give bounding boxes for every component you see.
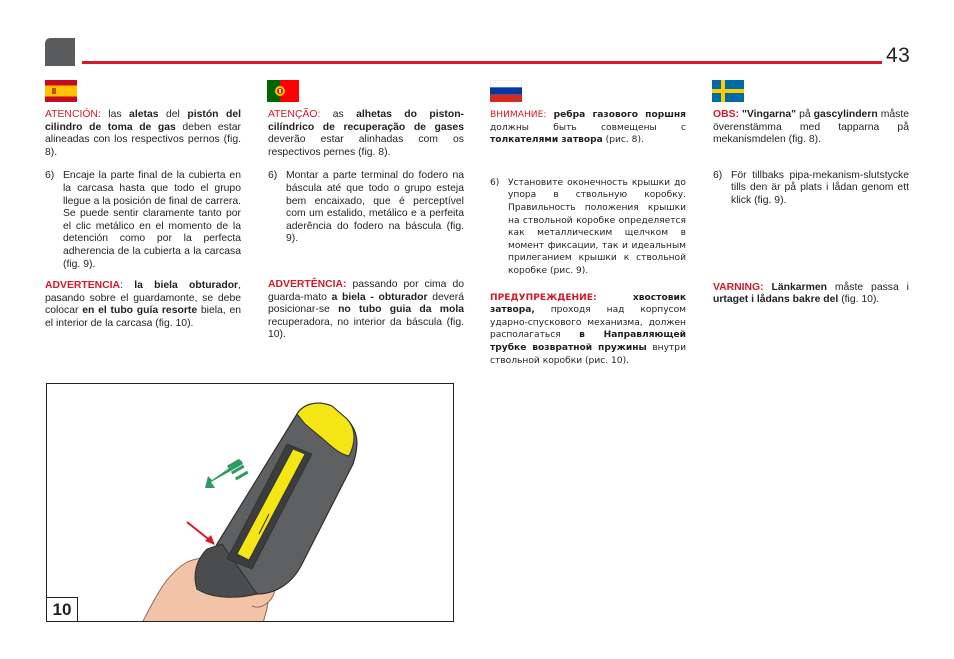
column-russian [490,109,686,367]
pt-attention-paragraph: ATENÇÃO: as alhetas do piston-cilíndrico de recuperação de gases deverão estar alinhadas com os respectivos pernes (fig. 8). [268,109,464,158]
ru-warning-paragraph: ПРЕДУПРЕЖДЕНИЕ: хвостовик затвора, проходя над корпусом ударно-спускового механизма, должен располагаться в Направляющей трубке возвратной пружины внутри ствольной коробки (рис. 10). [490,292,686,366]
pt-warning-paragraph: ADVERTÊNCIA: passando por cima do guarda-mato a biela - obturador deverá posicionar-se no tubo guia da mola recuperadora, no interior da báscula (fig. 10). [268,278,465,341]
column-portuguese [268,109,464,342]
es-step-6: 6) Encaje la parte final de la cubierta en la carcasa hasta que todo el grupo llegue a la posición de final de carrera. Se puede sentir claramente tanto por el clic metálico en el momento de la detención como por la perfecta adherencia de la cubierta a la carcasa (fig. 9). [45,170,241,270]
column-spanish [45,109,241,331]
section-corner-mark [45,38,75,66]
pt-step-6: 6) Montar a parte terminal do fodero na báscula até que todo o grupo esteja bem encaixado, que é perceptível com um estalido, metálico e a perfeita aderência do fodero na báscula (fig. 9). [268,170,464,245]
page-number: 43 [886,44,911,67]
portugal-flag-icon [267,80,299,102]
sweden-flag-icon [712,80,744,102]
ru-step-6: 6) Установите оконечность крышки до упора в ствольную коробку. Правильность положения крышки на ствольной коробке определяется как металлическим щелчком в момент фиксации, так и идеальным прилеганием крышки к ствольной коробке (рис. 9). [490,177,686,276]
insert-direction-arrow-icon [205,459,249,488]
figure-10 [46,383,454,622]
es-warning-paragraph: ADVERTENCIA: la biela obturador, pasando sobre el guardamonte, se debe colocar en el tubo guía resorte biela, en el interior de la carcasa (fig. 10). [45,280,241,329]
header-rule [82,61,882,64]
pointer-arrow-icon [187,522,215,545]
sv-warning-paragraph: VARNING: Länkarmen måste passa i urtaget i lådans bakre del (fig. 10). [713,281,909,306]
fig10-illustration [47,384,454,622]
sv-step-6: 6) För tillbaks pipa-mekanism-slutstycke tills den är på plats i lådan genom ett klick (fig. 9). [713,169,909,206]
ru-attention-paragraph: ВНИМАНИЕ: ребра газового поршня должны быть совмещены с толкателями затвора (рис. 8). [490,110,686,146]
russia-flag-icon [490,80,522,102]
es-attention-paragraph: ATENCIÓN: las aletas del pistón del cilindro de toma de gas deben estar alineadas con los respectivos pernos (fig. 8). [45,109,241,158]
spain-flag-icon [45,80,77,102]
column-swedish [713,109,909,307]
sv-attention-paragraph: OBS: "Vingarna" på gascylindern måste överenstämma med tapparna på mekanismdelen (fig. 8). [713,109,909,146]
figure-number-label: 10 [46,597,78,622]
